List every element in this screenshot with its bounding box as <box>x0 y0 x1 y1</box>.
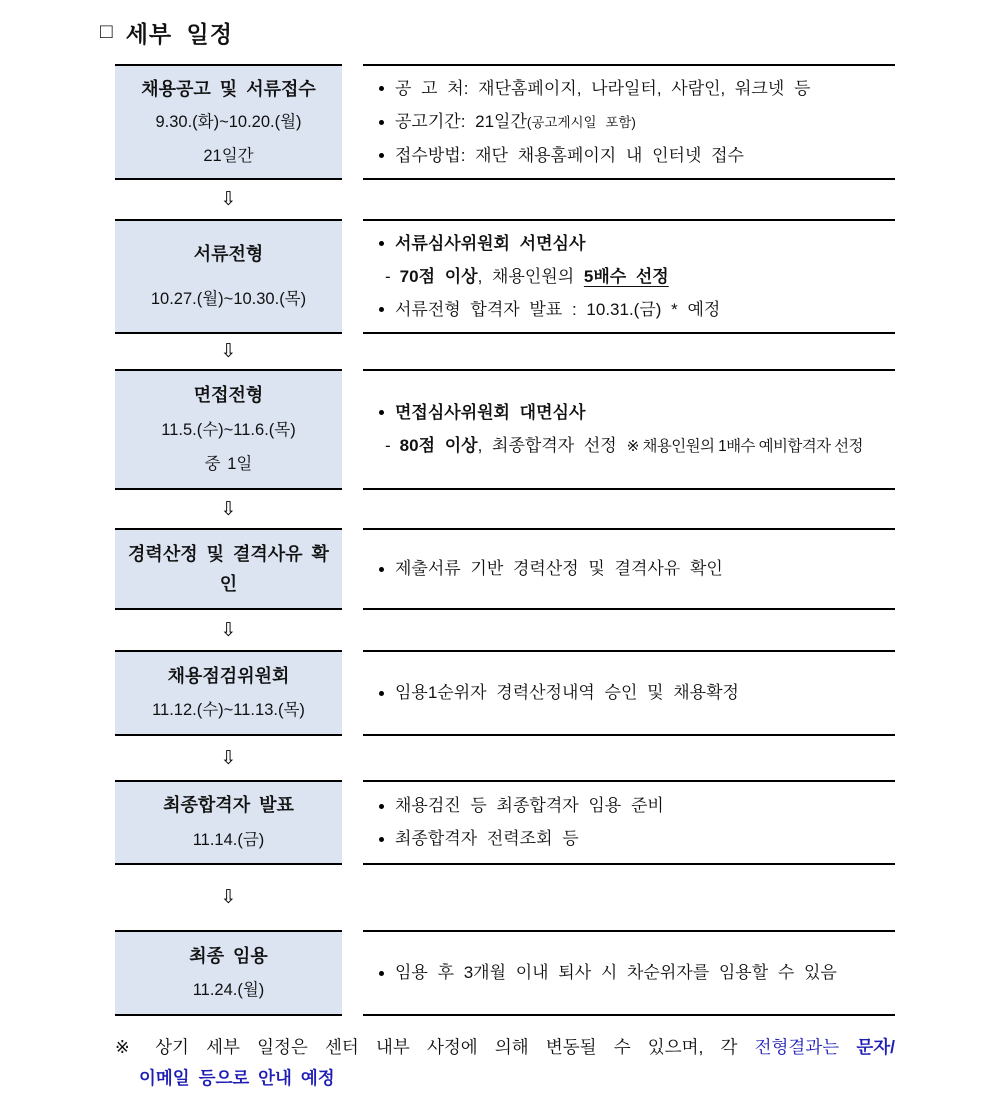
down-arrow-icon: ⇩ <box>220 341 237 362</box>
text-segment: 임용1순위자 경력산정내역 승인 및 채용확정 <box>395 683 739 702</box>
detail-line <box>375 827 893 851</box>
bullet-icon <box>379 241 384 246</box>
stage-row <box>115 780 895 865</box>
detail-text <box>395 961 837 985</box>
footnote-line-1 <box>115 1032 895 1063</box>
arrow-zone <box>115 334 342 369</box>
down-arrow-icon: ⇩ <box>220 189 237 210</box>
stage-row <box>115 650 895 736</box>
detail-line <box>375 265 893 289</box>
stage-date: 11.14.(금) <box>192 830 265 849</box>
stage-row <box>115 528 895 610</box>
text-segment: 전형결과는 <box>754 1037 857 1057</box>
stage-details <box>363 780 895 865</box>
stage-name: 최종 임용 <box>189 945 268 966</box>
stage-row <box>115 64 895 180</box>
bullet-icon <box>379 567 384 572</box>
reference-mark-icon: ※ <box>115 1037 156 1057</box>
detail-line <box>375 110 893 135</box>
detail-text <box>395 144 744 168</box>
stage-row <box>115 369 895 490</box>
detail-text <box>400 265 669 289</box>
stage-details <box>363 64 895 180</box>
detail-text <box>395 401 585 425</box>
bullet-icon <box>379 120 384 125</box>
stage-date: 9.30.(화)~10.20.(월) <box>155 113 302 131</box>
text-segment: 면접심사위원회 대면심사 <box>395 402 586 422</box>
stage-details <box>363 650 895 736</box>
stage-date: 중 1일 <box>204 455 253 474</box>
text-segment: 문자/ <box>856 1037 895 1057</box>
text-segment: , 최종합격자 선정 <box>477 435 627 455</box>
bullet-icon <box>379 691 384 696</box>
text-segment: (공고게시일 포함) <box>526 114 636 130</box>
stage-box <box>115 780 342 865</box>
text-segment: 5배수 선정 <box>583 266 669 286</box>
bullet-icon <box>379 153 384 158</box>
stage-details <box>363 930 895 1016</box>
text-segment: 70점 이상 <box>399 266 478 286</box>
detail-text <box>395 557 723 581</box>
detail-text <box>395 232 585 256</box>
detail-text <box>395 77 810 101</box>
stage-date: 10.27.(월)~10.30.(목) <box>150 289 307 308</box>
arrow-zone <box>115 180 342 219</box>
bullet-icon <box>379 86 384 91</box>
detail-line <box>375 434 893 459</box>
text-segment: 공고기간: 21일간 <box>395 111 527 131</box>
stage-row <box>115 219 895 334</box>
text-segment: 서류전형 합격자 발표 : 10.31.(금) * 예정 <box>395 299 721 319</box>
stage-box <box>115 528 342 610</box>
detail-text <box>395 110 636 135</box>
arrow-zone <box>115 610 342 650</box>
text-segment: 공 고 처: 재단홈페이지, 나라일터, 사람인, 워크넷 등 <box>395 78 811 98</box>
page-title <box>100 16 895 49</box>
detail-line <box>375 401 893 425</box>
dash-icon: - <box>385 266 391 286</box>
detail-text <box>395 681 739 705</box>
detail-line <box>375 298 893 322</box>
detail-text <box>400 434 863 459</box>
stage-row <box>115 930 895 1016</box>
text-segment: 채용검진 등 최종합격자 임용 준비 <box>395 796 664 815</box>
stage-name: 면접전형 <box>193 384 264 405</box>
stage-name: 채용점검위원회 <box>167 665 290 686</box>
stage-box <box>115 219 342 334</box>
bullet-icon <box>379 804 384 809</box>
stage-name: 서류전형 <box>193 244 264 265</box>
text-segment: 임용 후 3개월 이내 퇴사 시 차순위자를 임용할 수 있음 <box>395 963 837 982</box>
bullet-icon <box>379 307 384 312</box>
stage-name: 경력산정 및 결격사유 확인 <box>128 544 329 594</box>
text-segment: 제출서류 기반 경력산정 및 결격사유 확인 <box>395 559 723 578</box>
stage-box <box>115 369 342 490</box>
text-segment: 최종합격자 전력조회 등 <box>395 829 579 848</box>
text-segment: 서류심사위원회 서면심사 <box>395 233 586 253</box>
down-arrow-icon: ⇩ <box>220 498 237 520</box>
detail-line <box>375 232 893 256</box>
stage-details <box>363 219 895 334</box>
text-segment: 상기 세부 일정은 센터 내부 사정에 의해 변동될 수 있으며, 각 <box>155 1037 755 1057</box>
detail-line <box>375 794 893 818</box>
text-segment: ※ 채용인원의 1배수 예비합격자 선정 <box>626 437 863 455</box>
arrow-zone <box>115 865 342 930</box>
detail-line <box>375 961 893 985</box>
text-segment: 접수방법: 재단 채용홈페이지 내 인터넷 접수 <box>395 145 744 165</box>
footnote-line-2 <box>115 1063 895 1094</box>
arrow-zone <box>115 736 342 780</box>
down-arrow-icon: ⇩ <box>220 619 237 641</box>
stage-box <box>115 650 342 736</box>
footnote <box>115 1032 895 1094</box>
dash-icon: - <box>385 436 391 455</box>
detail-text <box>395 794 664 818</box>
detail-line <box>375 681 893 705</box>
down-arrow-icon: ⇩ <box>220 887 237 908</box>
arrow-zone <box>115 490 342 528</box>
detail-text <box>395 298 720 322</box>
stage-box <box>115 64 342 180</box>
stage-date: 21일간 <box>203 146 254 165</box>
stage-details <box>363 528 895 610</box>
bullet-icon <box>379 837 384 842</box>
stage-date: 11.5.(수)~11.6.(목) <box>161 420 296 439</box>
detail-line <box>375 77 893 101</box>
bullet-icon <box>379 971 384 976</box>
schedule-document <box>100 16 895 1094</box>
detail-line <box>375 557 893 581</box>
down-arrow-icon: ⇩ <box>220 747 237 769</box>
stage-name: 최종합격자 발표 <box>163 795 294 816</box>
stage-name: 채용공고 및 서류접수 <box>141 78 316 99</box>
stage-details <box>363 369 895 490</box>
detail-line <box>375 144 893 168</box>
text-segment: , 채용인원의 <box>477 266 584 286</box>
text-segment: 80점 이상 <box>399 435 478 455</box>
square-bullet-icon: □ <box>100 19 114 43</box>
bullet-icon <box>379 410 384 415</box>
stage-box <box>115 930 342 1016</box>
detail-text <box>395 827 579 851</box>
stage-date: 11.24.(월) <box>192 981 265 1000</box>
stage-flow <box>115 64 895 1016</box>
stage-date: 11.12.(수)~11.13.(목) <box>152 701 305 720</box>
text-segment: 이메일 등으로 안내 예정 <box>139 1068 335 1088</box>
page-title-text: 세부 일정 <box>125 21 233 47</box>
